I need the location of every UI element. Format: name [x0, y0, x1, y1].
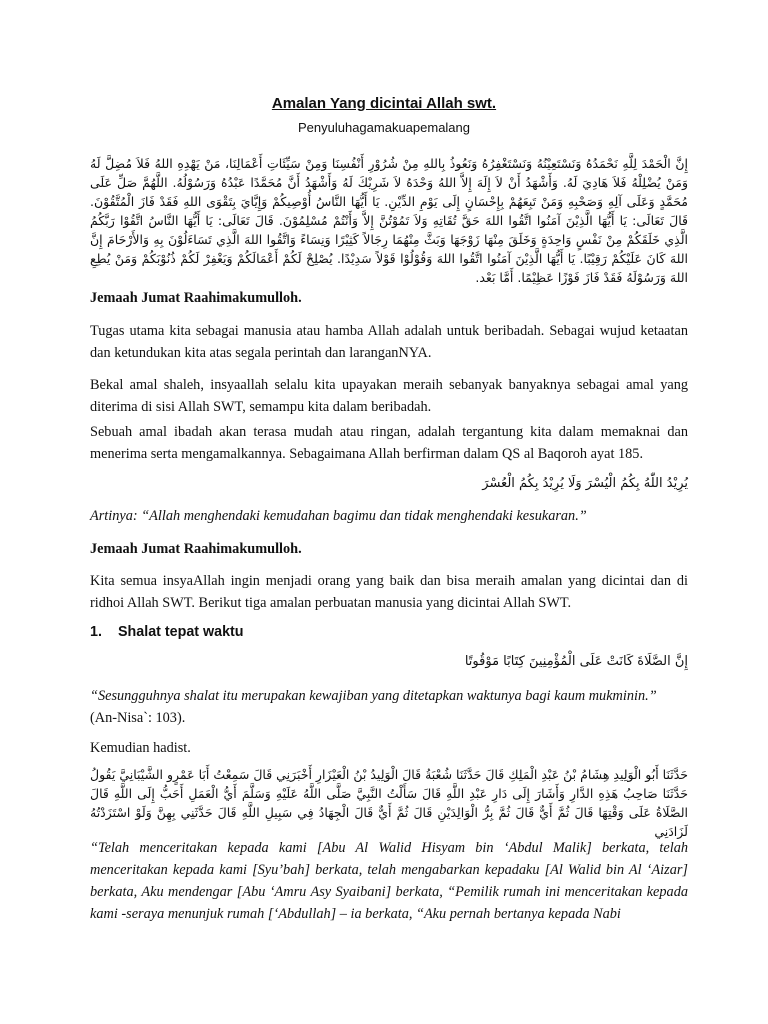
- verse-2-arabic: إِنَّ الصَّلَاةَ كَانَتْ عَلَى الْمُؤْمِنِينَ كِتَابًا مَوْقُوتًا: [464, 654, 688, 669]
- verse-2-translation-block: [90, 685, 688, 729]
- verse-translation: Artinya: “Allah menghendaki kemudahan bagimu dan tidak menghendaki kesukaran.”: [90, 508, 587, 524]
- hadith-intro: Kemudian hadist.: [90, 740, 191, 756]
- paragraph-1: Tugas utama kita sebagai manusia atau hamba Allah adalah untuk beribadah. Sebagai wujud ketaatan dan ketundukan kita atas segala perintah dan laranganNYA.: [90, 323, 688, 361]
- paragraph-2: Bekal amal shaleh, insyaallah selalu kita upayakan meraih sebanyak banyaknya sebagai amal yang diterima di sisi Allah SWT, semampu kita dalam beribadah.: [90, 377, 688, 415]
- verse-2-translation: “Sesungguhnya shalat itu merupakan kewajiban yang ditetapkan waktunya bagi kaum mukminin.”: [90, 688, 657, 704]
- paragraph-3: Sebuah amal ibadah akan terasa mudah atau ringan, adalah tergantung kita dalam memaknai dan menerima serta mengamalkannya. Sebagaimana Allah berfirman dalam QS al Baqoroh ayat 185.: [90, 424, 688, 462]
- greeting-heading: Jemaah Jumat Raahimakumulloh.: [90, 290, 302, 306]
- document-subtitle: Penyuluhagamakuapemalang: [297, 120, 470, 135]
- list-item-number: 1.: [90, 624, 102, 640]
- greeting-heading-2: Jemaah Jumat Raahimakumulloh.: [90, 541, 302, 557]
- paragraph-4: Kita semua insyaAllah ingin menjadi orang yang baik dan bisa meraih amalan yang dicintai dan di ridhoi Allah SWT. Berikut tiga amalan perbuatan manusia yang dicintai Allah SWT.: [90, 573, 688, 611]
- hadith-translation: “Telah menceritakan kepada kami [Abu Al Walid Hisyam bin ‘Abdul Malik] berkata, telah menceritakan kepada kami [Syu’bah] berkata, telah mengabarkan kepadaku [Al Walid bin Al ‘Aizar] berkata, Aku mendengar [Abu ‘Amru Asy Syaibani] berkata, “Pemilik rumah ini menceritakan kepada kami -seraya menunjuk rumah [‘Abdullah] – ia berkata, “Aku pernah bertanya kepada Nabi: [90, 840, 688, 922]
- list-item-title: Shalat tepat waktu: [118, 624, 244, 640]
- verse-arabic: يُرِيْدُ اللّٰهُ بِكُمُ الْيُسْرَ وَلَا يُرِيْدُ بِكُمُ الْعُسْرَ: [482, 476, 688, 491]
- document-title: Amalan Yang dicintai Allah swt.: [271, 95, 497, 112]
- verse-2-citation: (An-Nisa`: 103).: [90, 710, 186, 726]
- opening-arabic-text: إِنَّ الْحَمْدَ لِلَّهِ نَحْمَدُهُ وَنَسْتَعِيْنُهُ وَنَسْتَغْفِرُهُ وَنَعُوذُ بِاللهِ مِنْ شُرُوْرِ أَنْفُسِنَا وَمِنْ سَيِّئَاتِ أَعْمَالِنَا، مَنْ يَهْدِهِ اللهُ فَلاَ مُضِلَّ لَهُ وَمَنْ يُضْلِلْهُ فَلاَ هَادِيَ لَهُ. وَأَشْهَدُ أَنْ لاَ إِلَهَ إِلاَّ اللهُ وَحْدَهُ لاَ شَرِيْكَ لَهُ وَأَشْهَدُ أَنَّ مُحَمَّدًا عَبْدُهُ وَرَسُوْلُهُ. اللَّهُمَّ صَلِّ عَلَى مُحَمَّدٍ وَعَلَى آلِهِ وَصَحْبِهِ وَمَنْ تَبِعَهُمْ بِإِحْسَانٍ إِلَى يَوْمِ الدِّيْنِ. يَا أَيُّهَا النَّاسُ أُوْصِيكُمْ وَإِيَّايَ بِتَقْوَى اللهِ فَقَدْ فَازَ الْمُتَّقُوْنَ. قَالَ تَعَالَى: يَا أَيُّهَا الَّذِيْنَ آمَنُوا اتَّقُوا اللهَ حَقَّ تُقَاتِهِ وَلاَ تَمُوْتُنَّ إِلاَّ وَأَنْتُمْ مُسْلِمُوْنَ. قَالَ تَعَالَى: يَا أَيُّهَا النَّاسُ اتَّقُوْا رَبَّكُمُ الَّذِي خَلَقَكُمْ مِنْ نَفْسٍ وَاحِدَةٍ وَخَلَقَ مِنْهَا زَوْجَهَا وَبَثَّ مِنْهُمَا رِجَالاً كَثِيْرًا وَنِسَاءً وَاتَّقُوا اللهَ الَّذِي تَسَاءَلُوْنَ بِهِ وَالأَرْحَامَ إِنَّ اللهَ كَانَ عَلَيْكُمْ رَقِيْبًا. يَا أَيُّهَا الَّذِيْنَ آمَنُوا اتَّقُوا اللهَ وَقُوْلُوْا قَوْلاً سَدِيْدًا. يُصْلِحْ لَكُمْ أَعْمَالَكُمْ وَيَغْفِرْ لَكُمْ ذُنُوْبَكُمْ وَمَنْ يُطِعِ اللهَ وَرَسُوْلَهُ فَقَدْ فَازَ فَوْزًا عَظِيْمًا. أَمَّا بَعْد.: [90, 156, 688, 285]
- list-item-heading-1: [90, 624, 688, 640]
- hadith-arabic-text: حَدَّثَنَا أَبُو الْوَلِيدِ هِشَامُ بْنُ عَبْدِ الْمَلِكِ قَالَ حَدَّثَنَا شُعْبَةُ قَالَ الْوَلِيدُ بْنُ الْعَيْزَارِ أَخْبَرَنِي قَالَ سَمِعْتُ أَبَا عَمْرٍو الشَّيْبَانِيَّ يَقُولُ حَدَّثَنَا صَاحِبُ هَذِهِ الدَّارِ وَأَشَارَ إِلَى دَارِ عَبْدِ اللَّهِ قَالَ سَأَلْتُ النَّبِيَّ صَلَّى اللَّهُ عَلَيْهِ وَسَلَّمَ أَيُّ الْعَمَلِ أَحَبُّ إِلَى اللَّهِ قَالَ الصَّلَاةُ عَلَى وَقْتِهَا قَالَ ثُمَّ أَيٌّ قَالَ ثُمَّ بِرُّ الْوَالِدَيْنِ قَالَ ثُمَّ أَيٌّ قَالَ الْجِهَادُ فِي سَبِيلِ اللَّهِ قَالَ حَدَّثَنِي بِهِنَّ وَلَوْ اسْتَزَدْتُهُ لَزَادَنِي: [90, 767, 688, 839]
